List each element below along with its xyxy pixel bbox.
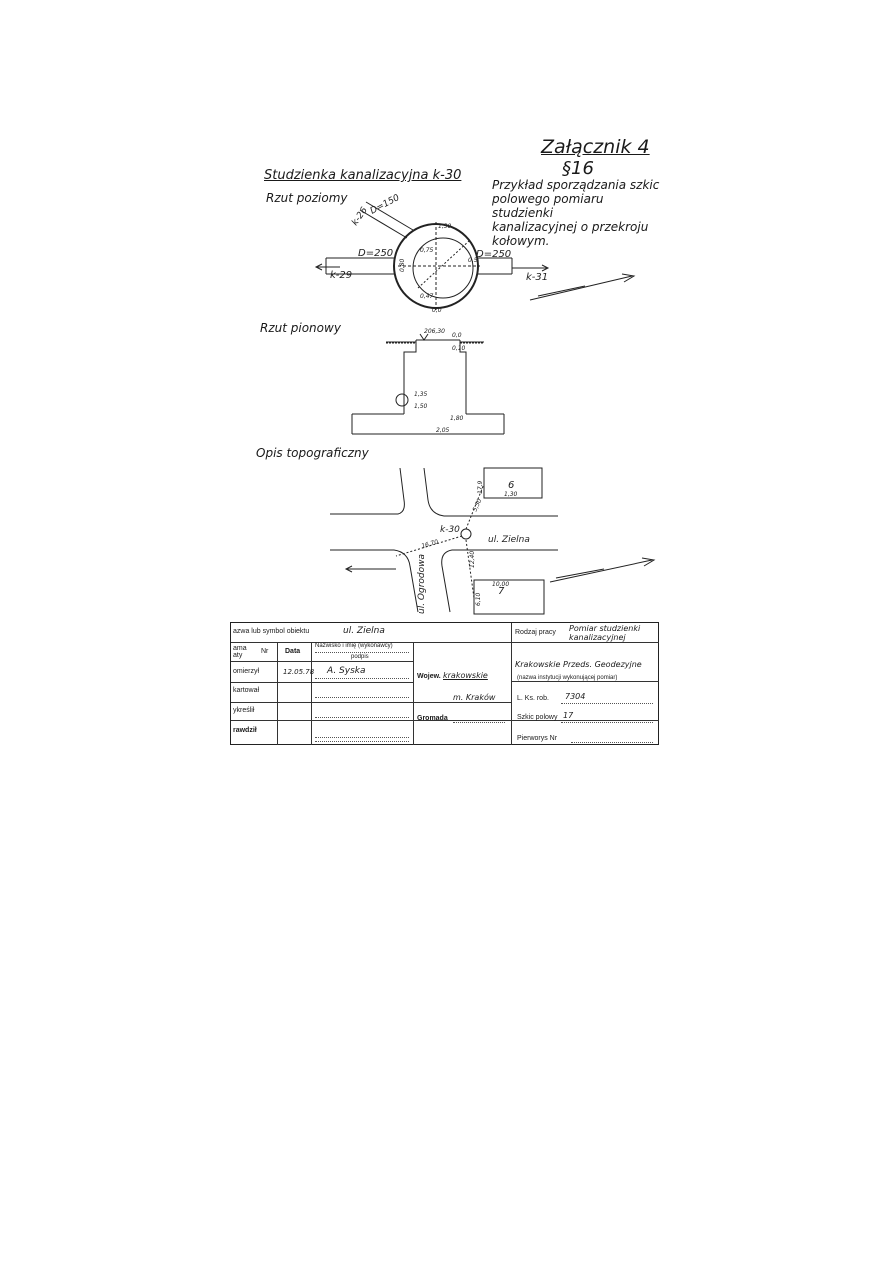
attachment-title: Załącznik 4 bbox=[541, 136, 650, 158]
row-checked-text: rawdził bbox=[233, 727, 257, 734]
row-surveyed-name: A. Syska bbox=[327, 666, 366, 676]
plan-dim-bottom: 0,0 bbox=[432, 307, 442, 314]
description-line-1: Przykład sporządzania szkic bbox=[492, 178, 660, 192]
col-stage: ama bbox=[233, 645, 247, 652]
building-south-number: 7 bbox=[498, 586, 505, 597]
pipe-right-diameter: D=250 bbox=[476, 249, 512, 260]
col-date bbox=[285, 648, 300, 655]
vertical-section bbox=[352, 334, 504, 434]
topo-north-line bbox=[550, 560, 652, 582]
road-sw-corner bbox=[330, 550, 418, 612]
section-dim-rim: 0,10 bbox=[452, 345, 466, 352]
dist-diag-ne: 5,50 bbox=[471, 497, 484, 513]
vertical-section-label: Rzut pionowy bbox=[260, 321, 341, 335]
section-inlet-top: 1,35 bbox=[414, 391, 428, 398]
voivodeship-value: krakowskie bbox=[443, 671, 488, 680]
object-value: ul. Zielna bbox=[343, 626, 385, 636]
section-dim-top: 0,0 bbox=[452, 332, 462, 339]
topo-manhole-label: k-30 bbox=[440, 525, 460, 535]
section-elev-top: 206,30 bbox=[424, 328, 445, 335]
building-south-dim: 10,00 bbox=[492, 581, 510, 588]
description-line-3: kanalizacyjnej o przekroju bbox=[492, 220, 649, 234]
original-label: Pierworys Nr bbox=[517, 735, 558, 742]
row-surveyed: omierzył bbox=[233, 668, 260, 675]
street-east-label: ul. Zielna bbox=[488, 535, 530, 545]
drawing-title: Studzienka kanalizacyjna k-30 bbox=[264, 168, 462, 183]
building-north-number: 6 bbox=[508, 480, 515, 491]
section-dim-invert: 2,05 bbox=[436, 427, 450, 434]
work-type-value-2: kanalizacyjnej bbox=[569, 633, 626, 642]
work-type-value-1: Pomiar studzienki bbox=[569, 624, 641, 633]
institution-value: Krakowskie Przeds. Geodezyjne bbox=[515, 660, 642, 669]
building-north-side: 17,9 bbox=[477, 480, 484, 494]
pipe-right-label: k-31 bbox=[526, 272, 549, 283]
col-signature: podpis bbox=[351, 654, 369, 660]
work-book-value: 7304 bbox=[565, 692, 586, 701]
tie-line-s bbox=[466, 540, 474, 598]
row-drawn: ykreślił bbox=[233, 707, 255, 714]
pipe-diag-label: k-26 bbox=[350, 205, 370, 228]
col-date-text: Data bbox=[285, 648, 301, 655]
plan-view-label: Rzut poziomy bbox=[266, 191, 348, 205]
plan-dim-inner: 0,75 bbox=[420, 247, 434, 254]
col-name: Nazwisko i imię (wykonawcy) bbox=[315, 643, 393, 649]
institution-caption: (nazwa instytucji wykonującej pomiar) bbox=[517, 675, 618, 681]
road-nw-corner bbox=[330, 468, 404, 514]
description-line-2: polowego pomiaru studzienki bbox=[492, 192, 604, 220]
row-mapped: kartował bbox=[233, 687, 260, 694]
plan-dim-left: 0,80 bbox=[399, 258, 406, 272]
work-book-label: L. Ks. rob. bbox=[517, 695, 549, 702]
row-checked bbox=[233, 727, 257, 734]
col-stage-2: aty bbox=[233, 652, 243, 659]
voivodeship-label bbox=[417, 673, 441, 680]
section-dim-bottom: 1,80 bbox=[450, 415, 464, 422]
commune-label bbox=[417, 715, 448, 722]
pipe-left-label: k-29 bbox=[330, 270, 353, 281]
description-line-4: kołowym. bbox=[492, 234, 550, 248]
street-south-label: ul. Ogrodowa bbox=[417, 553, 427, 614]
inlet-pipe bbox=[396, 394, 408, 406]
plan-dim-top: 1,30 bbox=[438, 223, 452, 230]
plan-dim-lower: 0,47 bbox=[420, 293, 434, 300]
title-block-table bbox=[230, 622, 659, 745]
section-inlet-bottom: 1,50 bbox=[414, 403, 428, 410]
road-ne-corner bbox=[424, 468, 558, 516]
section-number: §16 bbox=[562, 158, 594, 179]
col-nr: Nr bbox=[261, 648, 269, 655]
pipe-left-diameter: D=250 bbox=[358, 248, 394, 259]
topo-north-line-2 bbox=[556, 569, 604, 578]
row-surveyed-date: 12.05.78 bbox=[283, 668, 315, 676]
north-arrow-line-2 bbox=[538, 286, 585, 296]
sketch-label: Szkic polowy bbox=[517, 714, 558, 721]
commune-label-text: Gromada bbox=[417, 715, 448, 722]
voivodeship-label-text: Wojew. bbox=[417, 673, 441, 680]
dist-diag-sw: 16,70 bbox=[420, 538, 440, 550]
sketch-value: 17 bbox=[563, 711, 574, 720]
pipe-diag-diameter: D=150 bbox=[368, 192, 402, 217]
manhole-symbol bbox=[461, 529, 471, 539]
building-south-side: 6,10 bbox=[475, 592, 482, 606]
city-value: m. Kraków bbox=[453, 693, 496, 702]
object-label: azwa lub symbol obiektu bbox=[233, 628, 310, 635]
work-type-label: Rodzaj pracy bbox=[515, 629, 556, 636]
topographic-label: Opis topograficzny bbox=[256, 446, 369, 460]
plan-dim-right: 0,5 bbox=[468, 257, 478, 264]
building-north-dim: 1,30 bbox=[504, 491, 518, 498]
dist-south: 12,40 bbox=[469, 550, 476, 568]
